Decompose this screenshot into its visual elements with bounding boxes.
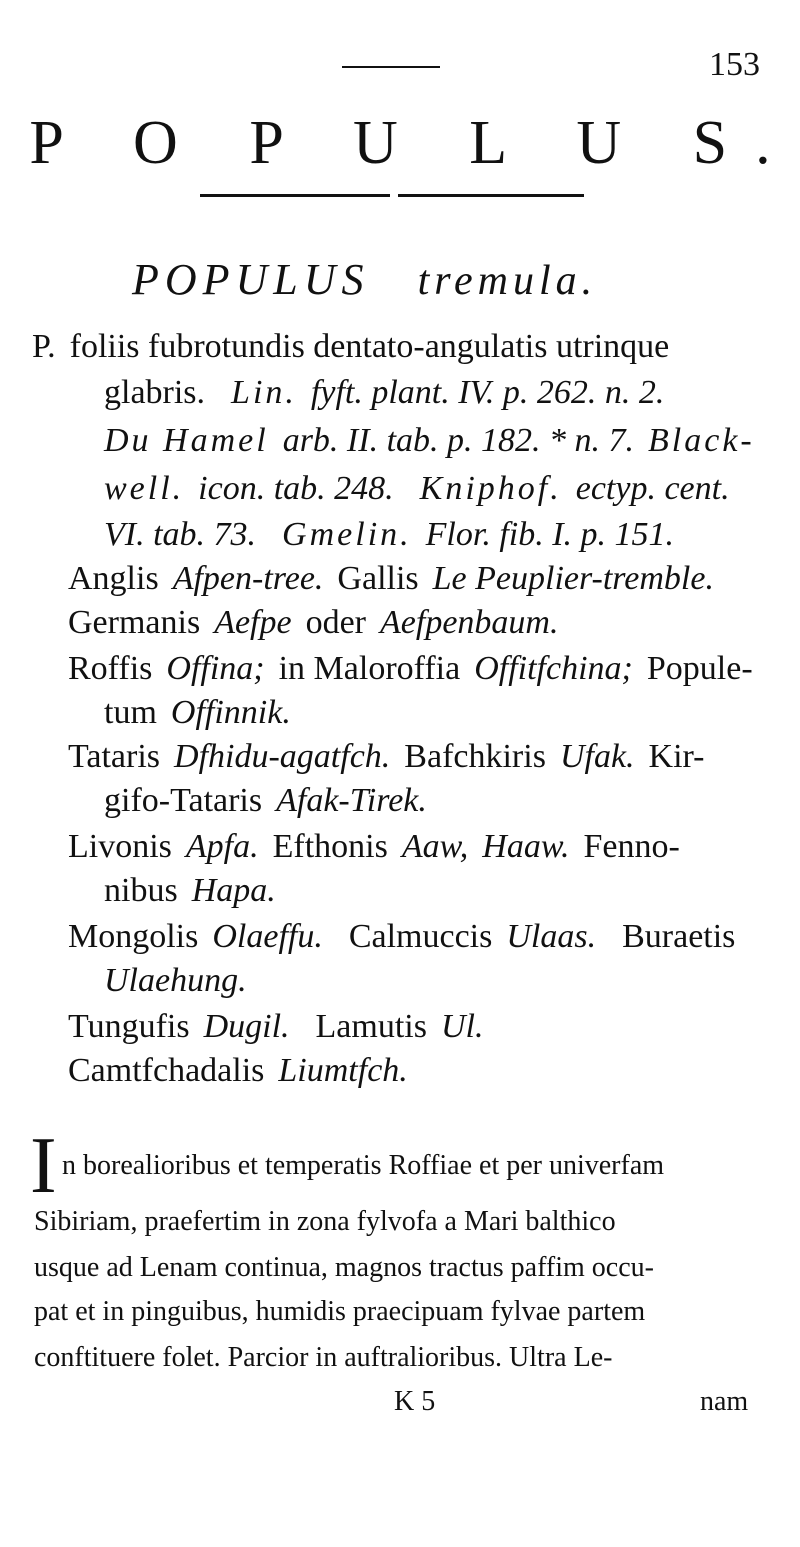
names-line-germanis: Germanis Aefpe oder Aefpenbaum. (68, 604, 559, 641)
title-rule-right (398, 194, 584, 197)
species-heading (132, 254, 597, 305)
diagnosis-line-5: VI. tab. 73. Gmelin. Flor. fib. I. p. 151. (104, 516, 675, 553)
species-genus: POPULUS (132, 255, 370, 304)
body-line-3: usque ad Lenam continua, magnos tractus paffim occu- (34, 1252, 654, 1283)
names-line-tataris-cont: gifo-Tataris Afak-Tirek. (104, 782, 427, 819)
drop-capital: I (30, 1122, 57, 1210)
names-line-tataris: Tataris Dfhidu-agatfch. Bafchkiris Ufak. Kir- (68, 738, 705, 775)
names-line-rossis: Roffis Offina; in Maloroffia Offitfchina; Popule- (68, 650, 753, 687)
names-line-mongolis: Mongolis Olaeffu. Calmuccis Ulaas. Buraetis (68, 918, 736, 955)
names-line-livonis-cont: nibus Hapa. (104, 872, 276, 909)
names-line-tungusis: Tungufis Dugil. Lamutis Ul. (68, 1008, 484, 1045)
names-line-livonis: Livonis Apfa. Efthonis Aaw, Haaw. Fenno- (68, 828, 680, 865)
title-rule-left (200, 194, 390, 197)
signature-mark: K 5 (394, 1386, 436, 1417)
page-number: 153 (709, 46, 760, 83)
catchword: nam (700, 1386, 749, 1417)
names-line-rossis-cont: tum Offinnik. (104, 694, 291, 731)
names-line-anglis: Anglis Afpen-tree. Gallis Le Peuplier-tremble. (68, 560, 714, 597)
diagnosis-line-1: P. foliis fubrotundis dentato-angulatis utrinque (32, 328, 670, 365)
diagnosis-line-4: well. icon. tab. 248. Kniphof. ectyp. cent. (104, 470, 730, 507)
body-line-2: Sibiriam, praefertim in zona fylvofa a Mari balthico (34, 1206, 616, 1237)
body-line-5: conftituere folet. Parcior in auftralioribus. Ultra Le- (34, 1342, 613, 1373)
diagnosis-line-3: Du Hamel arb. II. tab. p. 182. * n. 7. Black- (104, 422, 755, 459)
names-line-mongolis-cont: Ulaehung. (104, 962, 247, 999)
species-epithet: tremula. (417, 258, 598, 304)
header-rule (342, 66, 440, 68)
body-line-1: n borealioribus et temperatis Roffiae et per univerfam (62, 1150, 665, 1181)
page-title: P O P U L U S. (29, 109, 799, 177)
names-line-camtschadalis: Camtfchadalis Liumtfch. (68, 1052, 408, 1089)
diagnosis-line-2: glabris. Lin. fyft. plant. IV. p. 262. n. 2. (104, 374, 665, 411)
body-line-4: pat et in pinguibus, humidis praecipuam fylvae partem (34, 1296, 646, 1327)
